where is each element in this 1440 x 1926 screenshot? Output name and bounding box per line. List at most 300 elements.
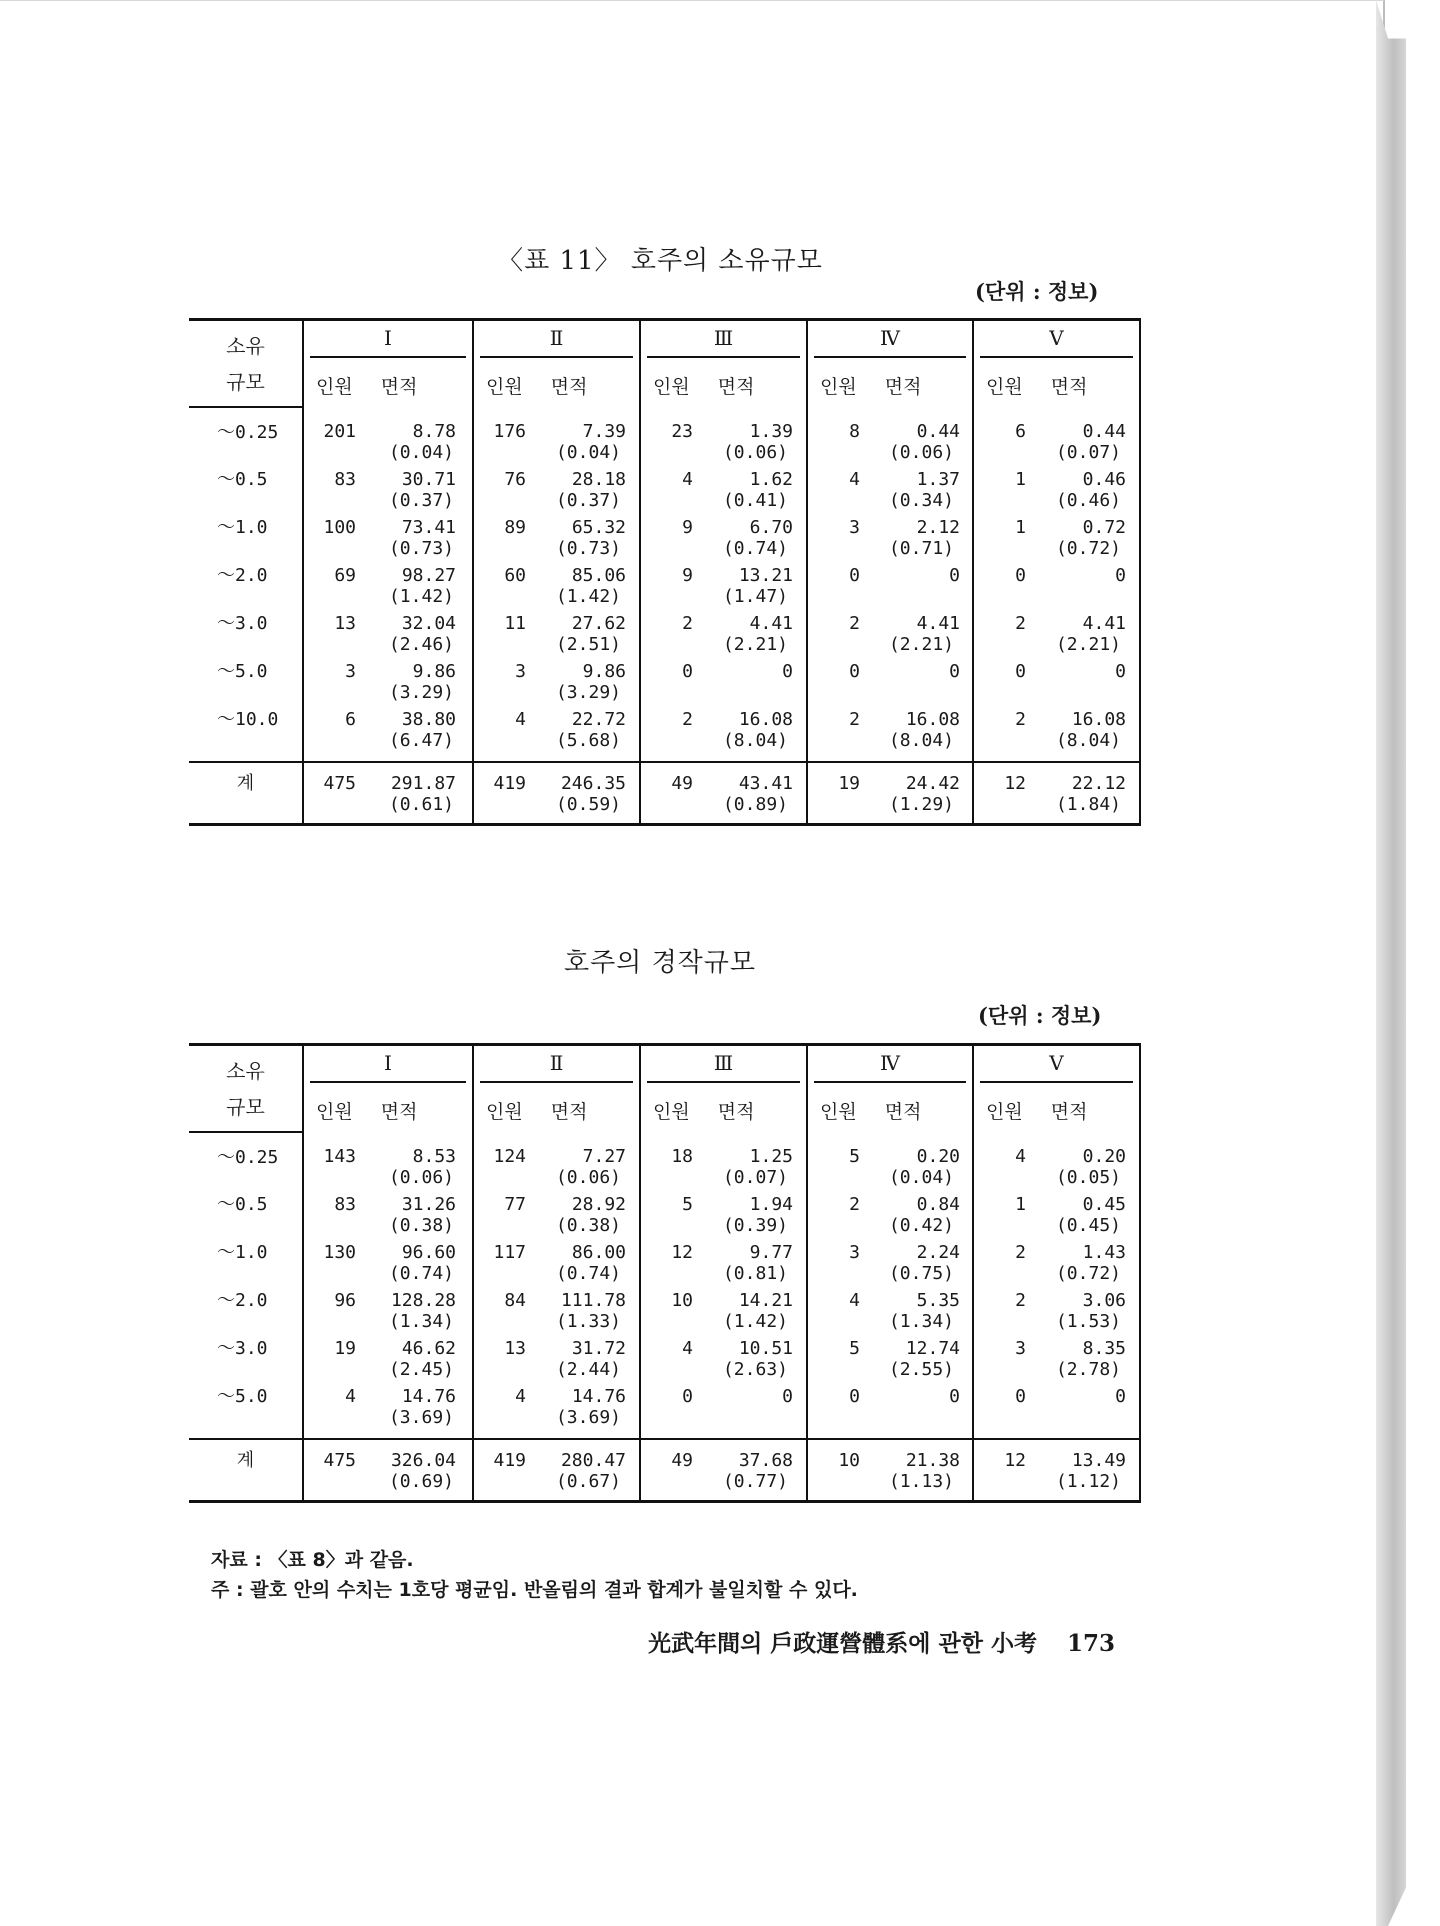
area-value: 8.53	[412, 1146, 456, 1167]
data-cell	[473, 1439, 640, 1502]
group-label: Ⅲ	[647, 1051, 800, 1083]
data-cell	[973, 703, 1140, 762]
average-value: (0.05)	[1055, 1167, 1121, 1188]
area-value: 0	[949, 1386, 960, 1407]
area-value: 16.08	[738, 709, 793, 730]
persons-value: 2	[849, 1194, 860, 1215]
persons-value: 18	[671, 1146, 693, 1167]
area-value: 16.08	[905, 709, 960, 730]
area-value: 10.51	[738, 1338, 793, 1359]
area-value: 9.86	[582, 661, 626, 682]
subheader-cell	[640, 363, 807, 407]
data-cell	[807, 407, 973, 463]
data-cell	[303, 762, 473, 825]
area-value: 0	[782, 661, 793, 682]
data-cell	[640, 1380, 807, 1439]
subheader-cell	[640, 1088, 807, 1132]
data-cell	[473, 1332, 640, 1380]
persons-value: 83	[334, 469, 356, 490]
data-cell	[473, 1284, 640, 1332]
average-value: (1.47)	[722, 586, 788, 607]
average-value: (0.04)	[388, 442, 454, 463]
group-header	[973, 1045, 1140, 1089]
group-label: Ⅱ	[480, 1051, 633, 1083]
average-value	[974, 682, 1139, 703]
area-value: 2.12	[916, 517, 960, 538]
persons-value: 176	[493, 421, 526, 442]
average-value: (0.39)	[722, 1215, 788, 1236]
table-row	[189, 463, 1140, 511]
persons-value: 11	[504, 613, 526, 634]
area-value: 4.41	[1082, 613, 1126, 634]
row-header-line2: 규모	[226, 369, 265, 394]
persons-value: 2	[1015, 613, 1026, 634]
average-value: (0.06)	[722, 442, 788, 463]
page-footer	[648, 1625, 1115, 1658]
row-label: ～0.5	[217, 469, 268, 490]
area-value: 27.62	[571, 613, 626, 634]
subheader-persons: 인원	[820, 375, 857, 398]
area-value: 4.41	[749, 613, 793, 634]
table-row	[189, 559, 1140, 607]
average-value: (0.07)	[1055, 442, 1121, 463]
area-value: 0.44	[1082, 421, 1126, 442]
group-label: Ⅰ	[310, 326, 466, 358]
data-cell	[640, 559, 807, 607]
data-cell	[640, 1439, 807, 1502]
average-value: (0.06)	[388, 1167, 454, 1188]
area-value: 14.76	[571, 1386, 626, 1407]
persons-value: 19	[838, 773, 860, 794]
persons-value: 130	[323, 1242, 356, 1263]
group-label: Ⅳ	[814, 326, 966, 358]
data-cell	[973, 1284, 1140, 1332]
persons-value: 0	[1015, 1386, 1026, 1407]
area-value: 0	[1115, 1386, 1126, 1407]
subheader-persons: 인원	[653, 1100, 690, 1123]
area-value: 246.35	[560, 773, 626, 794]
persons-value: 3	[849, 1242, 860, 1263]
average-value: (0.41)	[722, 490, 788, 511]
data-cell	[807, 703, 973, 762]
average-value: (1.42)	[722, 1311, 788, 1332]
area-value: 1.25	[749, 1146, 793, 1167]
average-value: (1.42)	[555, 586, 621, 607]
average-value: (0.04)	[888, 1167, 954, 1188]
subheader-area: 면적	[717, 1100, 755, 1123]
row-header	[189, 1045, 303, 1133]
data-cell	[973, 1132, 1140, 1188]
table-row	[189, 1380, 1140, 1439]
subheader-area: 면적	[380, 375, 418, 398]
area-value: 1.37	[916, 469, 960, 490]
area-value: 5.35	[916, 1290, 960, 1311]
area-value: 24.42	[905, 773, 960, 794]
data-cell	[973, 407, 1140, 463]
average-value: (0.81)	[722, 1263, 788, 1284]
data-cell	[303, 607, 473, 655]
table2-title: 호주의 경작규모	[563, 948, 757, 978]
area-value: 291.87	[390, 773, 456, 794]
data-cell	[640, 1236, 807, 1284]
data-cell	[303, 1380, 473, 1439]
data-cell	[640, 703, 807, 762]
data-cell	[807, 1380, 973, 1439]
data-cell	[973, 762, 1140, 825]
group-header	[973, 320, 1140, 364]
group-header	[807, 320, 973, 364]
data-cell	[473, 511, 640, 559]
row-label: ～1.0	[217, 1242, 268, 1263]
persons-value: 4	[849, 1290, 860, 1311]
average-value: (1.34)	[388, 1311, 454, 1332]
data-cell	[973, 1380, 1140, 1439]
area-value: 9.86	[412, 661, 456, 682]
subheader-cell	[303, 1088, 473, 1132]
persons-value: 475	[323, 1450, 356, 1471]
data-cell	[807, 607, 973, 655]
persons-value: 2	[682, 613, 693, 634]
area-value: 13.21	[738, 565, 793, 586]
area-value: 28.18	[571, 469, 626, 490]
area-value: 2.24	[916, 1242, 960, 1263]
row-header-line1: 소유	[226, 333, 265, 358]
area-value: 8.78	[412, 421, 456, 442]
persons-value: 3	[515, 661, 526, 682]
average-value: (0.74)	[555, 1263, 621, 1284]
subheader-persons: 인원	[486, 1100, 523, 1123]
data-cell	[807, 559, 973, 607]
area-value: 9.77	[749, 1242, 793, 1263]
data-cell	[303, 1188, 473, 1236]
source-note: 자료 : 〈표 8〉과 같음.	[211, 1549, 414, 1571]
area-value: 0	[1115, 565, 1126, 586]
area-value: 96.60	[401, 1242, 456, 1263]
persons-value: 49	[671, 1450, 693, 1471]
data-cell	[807, 511, 973, 559]
group-header	[303, 1045, 473, 1089]
persons-value: 201	[323, 421, 356, 442]
persons-value: 117	[493, 1242, 526, 1263]
persons-value: 60	[504, 565, 526, 586]
total-label: 계	[189, 1439, 303, 1502]
area-value: 14.76	[401, 1386, 456, 1407]
persons-value: 84	[504, 1290, 526, 1311]
data-cell	[973, 511, 1140, 559]
row-label: ～5.0	[217, 661, 268, 682]
persons-value: 1	[1015, 469, 1026, 490]
average-value: (1.29)	[888, 794, 954, 815]
table1-unit: (단위 : 정보)	[975, 279, 1099, 304]
average-value: (0.42)	[888, 1215, 954, 1236]
table-row	[189, 1132, 1140, 1188]
row-header	[189, 320, 303, 408]
data-cell	[973, 1332, 1140, 1380]
subheader-cell	[807, 363, 973, 407]
average-value	[641, 1407, 806, 1428]
average-value: (0.37)	[555, 490, 621, 511]
persons-value: 4	[515, 1386, 526, 1407]
notes	[211, 1545, 858, 1605]
average-value: (3.69)	[555, 1407, 621, 1428]
persons-value: 76	[504, 469, 526, 490]
persons-value: 0	[849, 1386, 860, 1407]
row-label: ～10.0	[217, 709, 279, 730]
data-cell	[303, 1439, 473, 1502]
average-value: (0.69)	[388, 1471, 454, 1492]
area-value: 0	[1115, 661, 1126, 682]
area-value: 13.49	[1071, 1450, 1126, 1471]
persons-value: 89	[504, 517, 526, 538]
page-edge	[1376, 0, 1406, 1926]
area-value: 128.28	[390, 1290, 456, 1311]
average-value	[808, 1407, 972, 1428]
average-value	[808, 586, 972, 607]
subheader-area: 면적	[550, 375, 588, 398]
data-cell	[303, 407, 473, 463]
average-value: (1.33)	[555, 1311, 621, 1332]
group-header	[303, 320, 473, 364]
persons-value: 5	[682, 1194, 693, 1215]
area-value: 12.74	[905, 1338, 960, 1359]
persons-value: 4	[682, 1338, 693, 1359]
group-header	[473, 1045, 640, 1089]
area-value: 326.04	[390, 1450, 456, 1471]
data-cell	[640, 1284, 807, 1332]
table-row	[189, 703, 1140, 762]
area-value: 111.78	[560, 1290, 626, 1311]
row-label: ～0.25	[217, 1147, 279, 1168]
persons-value: 100	[323, 517, 356, 538]
data-cell	[640, 511, 807, 559]
persons-value: 4	[1015, 1146, 1026, 1167]
persons-value: 5	[849, 1338, 860, 1359]
area-value: 38.80	[401, 709, 456, 730]
persons-value: 2	[1015, 1242, 1026, 1263]
area-value: 1.62	[749, 469, 793, 490]
average-value: (0.07)	[722, 1167, 788, 1188]
data-cell	[807, 1236, 973, 1284]
average-value: (0.72)	[1055, 538, 1121, 559]
data-cell	[807, 463, 973, 511]
data-cell	[807, 655, 973, 703]
subheader-row	[189, 363, 1140, 407]
average-value: (0.67)	[555, 1471, 621, 1492]
subheader-persons: 인원	[486, 375, 523, 398]
persons-value: 2	[849, 613, 860, 634]
persons-value: 23	[671, 421, 693, 442]
persons-value: 6	[1015, 421, 1026, 442]
average-value: (1.34)	[888, 1311, 954, 1332]
persons-value: 1	[1015, 517, 1026, 538]
average-value: (3.29)	[388, 682, 454, 703]
row-label: ～3.0	[217, 1338, 268, 1359]
data-cell	[473, 1236, 640, 1284]
row-label: ～0.5	[217, 1194, 268, 1215]
data-cell	[807, 1332, 973, 1380]
persons-value: 0	[849, 661, 860, 682]
area-value: 37.68	[738, 1450, 793, 1471]
average-value: (6.47)	[388, 730, 454, 751]
data-cell	[303, 703, 473, 762]
area-value: 0.46	[1082, 469, 1126, 490]
data-cell	[973, 607, 1140, 655]
area-value: 8.35	[1082, 1338, 1126, 1359]
area-value: 1.43	[1082, 1242, 1126, 1263]
average-value: (0.06)	[555, 1167, 621, 1188]
persons-value: 77	[504, 1194, 526, 1215]
group-label: Ⅴ	[980, 1051, 1133, 1083]
persons-value: 0	[1015, 661, 1026, 682]
data-cell	[473, 407, 640, 463]
subheader-persons: 인원	[316, 375, 353, 398]
persons-value: 419	[493, 1450, 526, 1471]
table-row	[189, 655, 1140, 703]
data-cell	[303, 1332, 473, 1380]
persons-value: 19	[334, 1338, 356, 1359]
persons-value: 419	[493, 773, 526, 794]
average-value: (1.13)	[888, 1471, 954, 1492]
average-value: (8.04)	[722, 730, 788, 751]
persons-value: 8	[849, 421, 860, 442]
table1-title: 〈표 11〉 호주의 소유규모	[497, 246, 823, 276]
area-value: 0	[949, 565, 960, 586]
persons-value: 10	[671, 1290, 693, 1311]
area-value: 73.41	[401, 517, 456, 538]
persons-value: 2	[1015, 709, 1026, 730]
data-cell	[303, 1236, 473, 1284]
area-value: 46.62	[401, 1338, 456, 1359]
data-cell	[807, 1132, 973, 1188]
table-row	[189, 407, 1140, 463]
persons-value: 0	[682, 1386, 693, 1407]
average-value	[641, 682, 806, 703]
data-cell	[640, 1188, 807, 1236]
persons-value: 12	[671, 1242, 693, 1263]
persons-value: 3	[345, 661, 356, 682]
row-header-line2: 규모	[226, 1094, 265, 1119]
area-value: 85.06	[571, 565, 626, 586]
area-value: 4.41	[916, 613, 960, 634]
area-value: 28.92	[571, 1194, 626, 1215]
average-value: (0.72)	[1055, 1263, 1121, 1284]
persons-value: 2	[849, 709, 860, 730]
average-value: (1.84)	[1055, 794, 1121, 815]
persons-value: 3	[849, 517, 860, 538]
group-header	[640, 320, 807, 364]
average-value: (2.21)	[722, 634, 788, 655]
data-cell	[303, 655, 473, 703]
average-value: (0.74)	[388, 1263, 454, 1284]
persons-value: 13	[334, 613, 356, 634]
data-cell	[473, 1380, 640, 1439]
data-cell	[640, 463, 807, 511]
subheader-cell	[807, 1088, 973, 1132]
average-value: (3.69)	[388, 1407, 454, 1428]
area-value: 98.27	[401, 565, 456, 586]
data-cell	[473, 559, 640, 607]
area-value: 7.27	[582, 1146, 626, 1167]
area-value: 86.00	[571, 1242, 626, 1263]
average-value: (2.63)	[722, 1359, 788, 1380]
area-value: 7.39	[582, 421, 626, 442]
average-value: (3.29)	[555, 682, 621, 703]
header-row	[189, 1045, 1140, 1089]
average-value: (2.51)	[555, 634, 621, 655]
data-cell	[640, 762, 807, 825]
persons-value: 4	[849, 469, 860, 490]
page-number: 173	[1066, 1630, 1115, 1657]
average-value: (0.89)	[722, 794, 788, 815]
data-cell	[973, 1188, 1140, 1236]
area-value: 31.72	[571, 1338, 626, 1359]
persons-value: 9	[682, 565, 693, 586]
table2-unit: (단위 : 정보)	[978, 1003, 1102, 1028]
area-value: 1.39	[749, 421, 793, 442]
row-label: ～2.0	[217, 1290, 268, 1311]
running-title: 光武年間의 戶政運營體系에 관한 小考	[648, 1630, 1037, 1657]
persons-value: 4	[515, 709, 526, 730]
table2	[189, 1043, 1141, 1503]
total-label: 계	[189, 762, 303, 825]
area-value: 0.20	[1082, 1146, 1126, 1167]
data-cell	[973, 1439, 1140, 1502]
data-cell	[473, 762, 640, 825]
persons-value: 143	[323, 1146, 356, 1167]
data-cell	[807, 1439, 973, 1502]
persons-value: 13	[504, 1338, 526, 1359]
average-value: (0.38)	[555, 1215, 621, 1236]
area-value: 31.26	[401, 1194, 456, 1215]
average-value: (0.06)	[888, 442, 954, 463]
persons-value: 96	[334, 1290, 356, 1311]
data-cell	[640, 407, 807, 463]
average-value: (0.73)	[388, 538, 454, 559]
average-value: (2.44)	[555, 1359, 621, 1380]
subheader-persons: 인원	[820, 1100, 857, 1123]
average-value: (0.73)	[555, 538, 621, 559]
total-row	[189, 762, 1140, 825]
group-label: Ⅲ	[647, 326, 800, 358]
persons-value: 2	[682, 709, 693, 730]
area-value: 1.94	[749, 1194, 793, 1215]
average-value: (1.42)	[388, 586, 454, 607]
persons-value: 0	[849, 565, 860, 586]
table-row	[189, 1332, 1140, 1380]
data-cell	[473, 607, 640, 655]
table-row	[189, 1188, 1140, 1236]
average-value: (0.61)	[388, 794, 454, 815]
data-cell	[473, 1188, 640, 1236]
area-value: 0.45	[1082, 1194, 1126, 1215]
persons-value: 3	[1015, 1338, 1026, 1359]
average-value	[974, 1407, 1139, 1428]
row-label: ～3.0	[217, 613, 268, 634]
subheader-cell	[303, 363, 473, 407]
area-value: 0.84	[916, 1194, 960, 1215]
row-header-line1: 소유	[226, 1058, 265, 1083]
persons-value: 1	[1015, 1194, 1026, 1215]
area-value: 280.47	[560, 1450, 626, 1471]
area-value: 22.12	[1071, 773, 1126, 794]
average-value: (0.71)	[888, 538, 954, 559]
persons-value: 10	[838, 1450, 860, 1471]
data-cell	[807, 762, 973, 825]
average-value: (0.75)	[888, 1263, 954, 1284]
average-value	[974, 586, 1139, 607]
subheader-cell	[973, 363, 1140, 407]
persons-value: 6	[345, 709, 356, 730]
